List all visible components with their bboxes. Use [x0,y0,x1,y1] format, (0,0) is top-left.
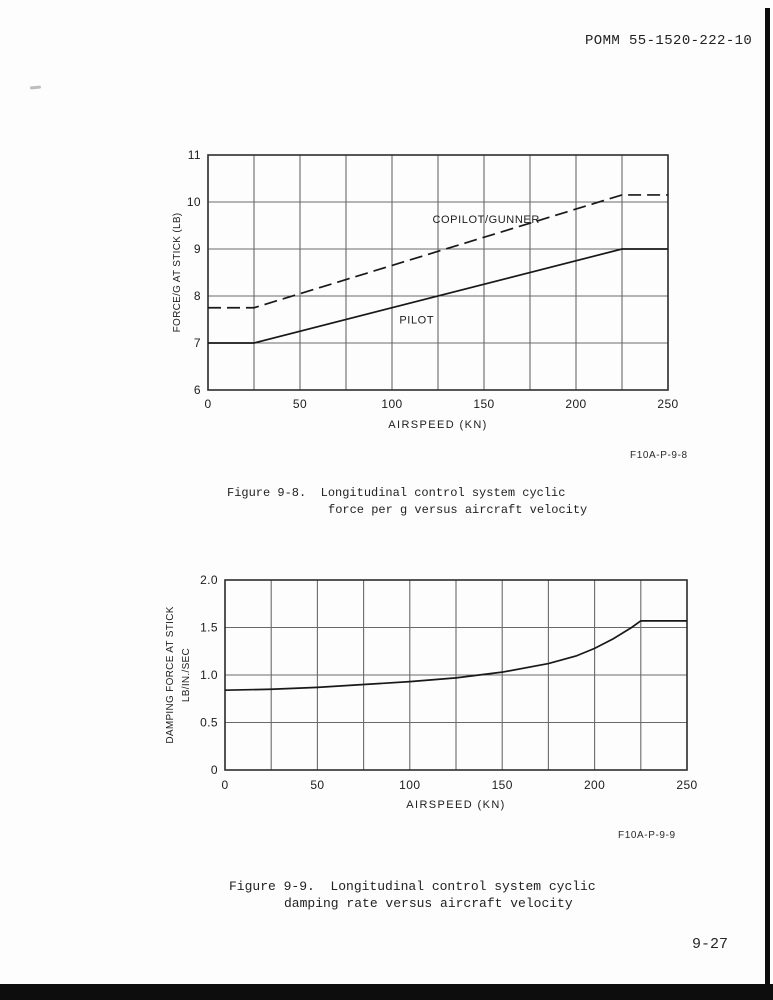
svg-text:50: 50 [310,778,325,792]
svg-text:8: 8 [193,289,201,303]
svg-text:9: 9 [193,242,201,256]
svg-text:250: 250 [676,778,698,792]
svg-text:150: 150 [473,397,495,411]
svg-text:50: 50 [292,397,308,411]
svg-text:2.0: 2.0 [200,573,218,587]
svg-text:7: 7 [193,336,201,350]
svg-text:150: 150 [491,778,513,792]
plot-grid [208,155,668,390]
figure-9-8-caption-line1: Figure 9-8. Longitudinal control system cyclic [227,486,566,500]
svg-text:200: 200 [565,397,587,411]
y-axis-title: DAMPING FORCE AT STICK [165,606,176,744]
svg-text:100: 100 [381,397,403,411]
svg-text:0: 0 [204,397,212,411]
figure-9-8-chart [150,140,695,445]
page-number: 9-27 [692,936,729,953]
figure-9-9-code: F10A-P-9-9 [618,830,676,841]
scan-edge-bottom [0,984,773,1000]
svg-text:250: 250 [657,397,679,411]
svg-text:0: 0 [221,778,229,792]
y-axis-title: LB/IN./SEC [181,647,192,703]
scan-artifact-mark [30,86,41,90]
series-label: COPILOT/GUNNER [432,214,540,227]
figure-9-9-caption-line1: Figure 9-9. Longitudinal control system cyclic [229,879,596,894]
y-tick-labels [187,148,201,397]
y-tick-labels [200,573,218,777]
svg-text:1.0: 1.0 [200,668,218,682]
svg-text:11: 11 [187,148,201,162]
x-axis-title: AIRSPEED (KN) [406,799,506,811]
figure-9-9-chart [150,555,710,820]
figure-9-8-caption-line2: force per g versus aircraft velocity [328,503,588,517]
figure-9-8-code: F10A-P-9-8 [630,450,688,461]
x-tick-labels [204,397,678,411]
svg-text:100: 100 [399,778,421,792]
plot-grid [225,580,687,770]
y-axis-title: FORCE/G AT STICK (LB) [172,212,183,333]
svg-text:0: 0 [210,763,218,777]
x-axis-title: AIRSPEED (KN) [388,419,488,431]
svg-text:1.5: 1.5 [200,620,218,635]
series-label: PILOT [399,314,435,327]
svg-text:200: 200 [583,778,606,792]
svg-text:0.5: 0.5 [200,715,218,730]
document-number: POMM 55-1520-222-10 [585,33,753,49]
svg-text:10: 10 [186,195,201,209]
svg-text:6: 6 [193,383,201,397]
figure-9-9-caption-line2: damping rate versus aircraft velocity [284,896,573,911]
scan-edge-right [765,8,770,1000]
x-tick-labels [221,778,697,792]
